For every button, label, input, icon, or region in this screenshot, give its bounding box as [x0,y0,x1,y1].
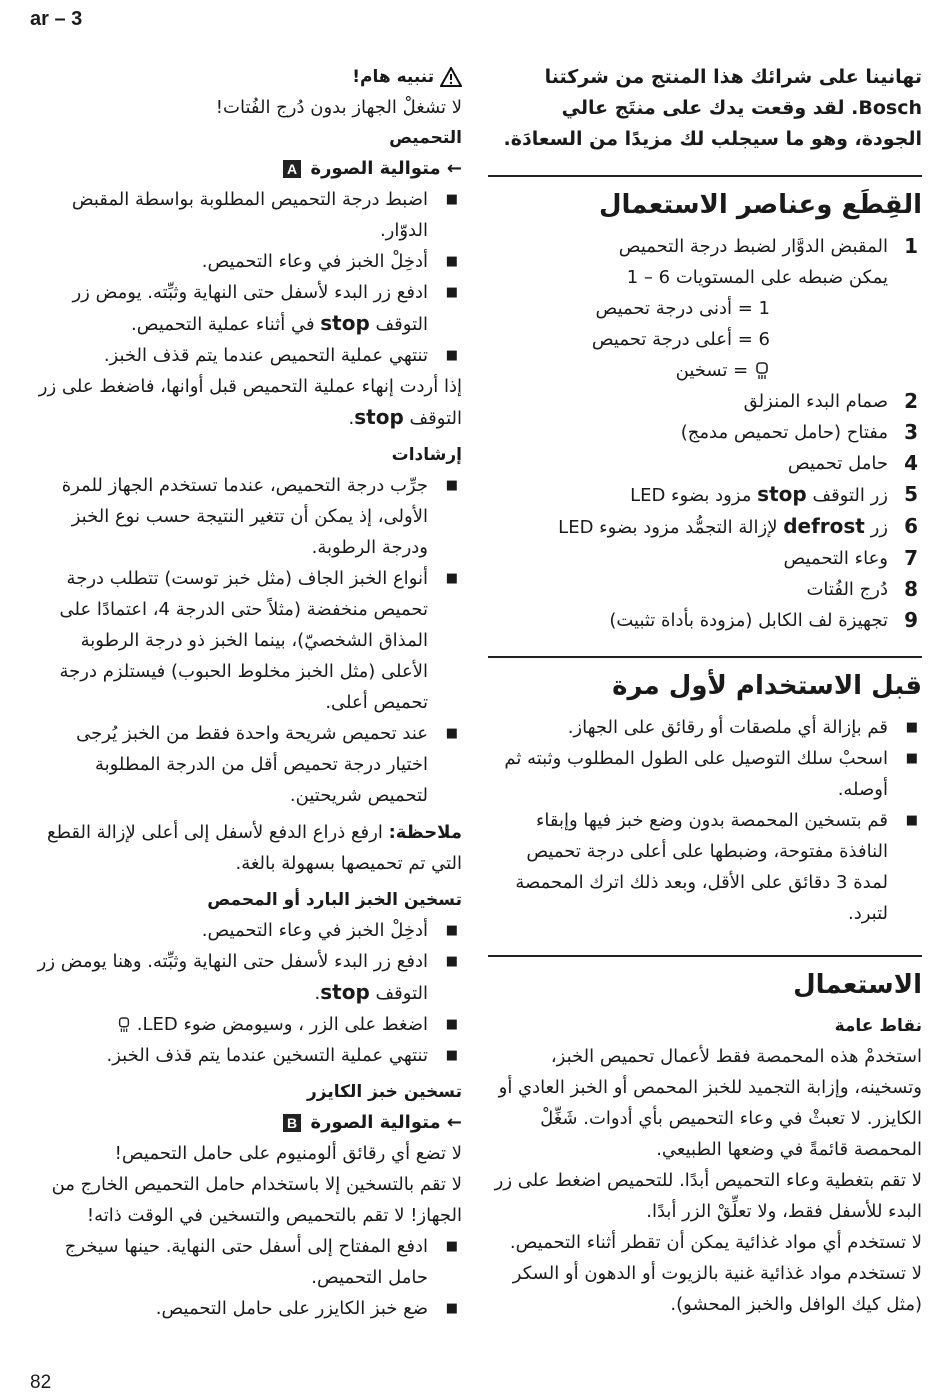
part-text: مفتاح (حامل تحميص مدمج) [680,422,888,443]
part-number: 9 [904,608,918,632]
bullet-text: اضغط على الزر ، وسيومض ضوء LED. [136,1014,428,1035]
note-label: ملاحظة: [388,822,462,843]
first-use-bullet: ■ قم بإزالة أي ملصقات أو رقائق على الجهاز. [488,712,922,743]
reheat-heading: تسخين الخبز البارد أو المحمص [207,890,462,910]
part-text: دُرج الفُتات [806,579,888,600]
reheat-bullet: ■ تنتهي عملية التسخين عندما يتم قذف الخبز. [32,1040,462,1071]
toasting-bullet: ■ أدخِلْ الخبز في وعاء التحميص. [32,246,462,277]
note-text-post: . [348,408,355,429]
bullet-text-pre: ادفع زر البدء لأسفل حتى النهاية وثبِّته. وهنا يومض زر التوقف [37,951,428,1004]
left-column [32,62,462,1324]
part-item-3 [488,417,922,448]
first-use-heading: قبل الاستخدام لأول مرة [612,671,922,701]
part-item-9 [488,605,922,636]
intro-paragraph: تهانينا على شرائك هذا المنتج من شركتنا Bosch. لقد وقعت يدك على منتَج عالي الجودة، وهو ما سيجلب لك مزيدًا من السعادَة. [503,66,922,150]
part-item-1 [488,231,922,386]
part-text-pre: زر التوقف [812,485,888,506]
warning-heading [32,62,462,92]
tips-bullet: ■ أنواع الخبز الجاف (مثل خبز توست) تتطلب درجة تحميص منخفضة (مثلاً حتى الدرجة 4، اعتمادًا على المذاق الشخصيّ)، بينما الخبز ذو درجة الرطوبة الأعلى (مثل الخبز مخلوط الحبوب) فيستلزم درجة تحميص أعلى. [32,563,462,718]
figure-sequence-a [32,153,462,184]
toasting-bullet: ■ اضبط درجة التحميص المطلوبة بواسطة المقبض الدوّار. [32,184,462,246]
level-min: 1 = أدنى درجة تحميص [595,298,770,319]
usage-paragraph: استخدمْ هذه المحمصة فقط لأعمال تحميص الخبز، وتسخينه، وإزابة التجميد للخبز المحمص أو الخبز العادي أو الكايزر. لا تعبثْ في وعاء التحميص بأي أدوات. شَغِّلْ المحمصة قائمةً في وضعها الطبيعي. [498,1046,922,1160]
defrost-key-label: defrost [783,514,865,538]
warning-text: لا تشغلْ الجهاز بدون دُرج الفُتات! [215,97,462,118]
figure-sequence-b [32,1107,462,1138]
kaiser-bullet: ■ ضع خبز الكايزر على حامل التحميص. [32,1293,462,1324]
section-divider [488,175,922,177]
warning-triangle-icon [440,67,462,87]
bullet-text-pre: ادفع زر البدء لأسفل حتى النهاية وثبِّته. يومض زر التوقف [72,282,428,335]
part-text: تجهيزة لف الكابل (مزودة بأداة تثبيت) [609,610,888,631]
note-text: ارفع ذراع الدفع لأسفل إلى أعلى لإزالة القطع التي تم تحميصها بسهولة بالغة. [47,822,462,874]
arrow-left-icon: ← [446,158,462,179]
section-divider [488,656,922,658]
part-number: 1 [904,234,918,258]
toasting-heading: التحميص [389,128,462,148]
sequence-label: متوالية الصورة [310,158,441,179]
stop-key-label: stop [757,482,807,506]
level-heat [488,355,888,386]
page-header: ar – 3 [30,8,83,30]
part-text: وعاء التحميص [783,548,888,569]
toasting-note [32,371,462,434]
toasting-bullet: ■ تنتهي عملية التحميص عندما يتم قذف الخبز. [32,340,462,371]
part-item-6 [488,511,922,543]
part-item-5 [488,479,922,511]
part-number: 7 [904,546,918,570]
part-text-post: لإزالة التجمُّد مزود بضوء LED [558,517,778,538]
tips-bullet: ■ عند تحميص شريحة واحدة فقط من الخبز يُرجى اختيار درجة تحميص أقل من الدرجة المطلوبة لتحميص شريحتين. [32,718,462,811]
warning-title: تنبيه هام! [352,67,435,87]
toast-heat-icon [754,361,770,381]
kaiser-heading: تسخين خبز الكايزر [306,1082,462,1102]
usage-paragraph: لا تستخدم أي مواد غذائية يمكن أن تقطر أثناء التحميص. [509,1232,922,1253]
part-item-7 [488,543,922,574]
tips-bullet: ■ جرِّب درجة التحميص، عندما تستخدم الجهاز للمرة الأولى، إذ يمكن أن تتغير النتيجة حسب نوع الخبز ودرجة الرطوبة. [32,470,462,563]
kaiser-warning: لا تضع أي رقائق ألومنيوم على حامل التحميص! [114,1143,462,1164]
part-number: 3 [904,420,918,444]
part-number: 2 [904,389,918,413]
part-number: 6 [904,514,918,538]
part-extra: يمكن ضبطه على المستويات 6 – 1 [626,267,888,288]
part-text [488,479,888,511]
section-divider [488,955,922,957]
note-text-pre: إذا أردت إنهاء عملية التحميص قبل أوانها، فاضغط على زر التوقف [38,376,462,429]
usage-subheading: نقاط عامة [834,1016,922,1036]
parts-heading: القِطَع وعناصر الاستعمال [598,190,922,220]
part-item-2 [488,386,922,417]
kaiser-bullet: ■ ادفع المفتاح إلى أسفل حتى النهاية. حينها سيخرج حامل التحميص. [32,1231,462,1293]
stop-key-label: stop [320,980,370,1004]
part-text: المقبض الدوَّار لضبط درجة التحميص [618,236,888,257]
toast-heat-icon [117,1016,131,1034]
reheat-bullet [32,946,462,1009]
bullet-text-post: . [314,983,321,1004]
stop-key-label: stop [354,405,404,429]
stop-key-label: stop [320,311,370,335]
first-use-bullet: ■ قم بتسخين المحمصة بدون وضع خبز فيها وإبقاء النافذة مفتوحة، وضبطها على أعلى درجة تحميص لمدة 3 دقائق على الأقل، وبعد ذلك اترك المحمصة لتبرد. [488,805,922,929]
page-number: 82 [30,1372,52,1393]
arrow-left-icon: ← [446,1112,462,1133]
part-item-4 [488,448,922,479]
reheat-bullet [32,1009,462,1040]
reheat-bullet: ■ أدخِلْ الخبز في وعاء التحميص. [32,915,462,946]
figure-badge: B [283,1114,301,1132]
part-text-pre: زر [870,517,888,538]
part-item-8 [488,574,922,605]
usage-paragraph: لا تستخدم مواد غذائية غنية بالزيوت أو الدهون أو السكر (مثل كيك الوافل والخبز المحشو). [512,1263,922,1315]
part-number: 8 [904,577,918,601]
figure-badge: A [283,160,301,178]
part-text: صمام البدء المنزلق [743,391,888,412]
toasting-bullet [32,277,462,340]
bullet-text-post: في أثناء عملية التحميص. [131,314,315,335]
usage-paragraph: لا تقم بتغطية وعاء التحميص أبدًا. للتحميص اضغط على زر البدء للأسفل فقط، ولا تعلِّقْ الزر أبدًا. [494,1170,922,1222]
tips-heading: إرشادات [391,445,462,465]
usage-heading: الاستعمال [793,970,922,1000]
tips-note [32,817,462,879]
part-text [488,511,888,543]
right-column [488,62,922,1320]
part-number: 4 [904,451,918,475]
level-max: 6 = أعلى درجة تحميص [591,329,770,350]
kaiser-warning: لا تقم بالتسخين إلا باستخدام حامل التحميص الخارج من الجهاز! لا تقم بالتحميص والتسخين في الوقت ذاته! [51,1174,462,1226]
first-use-bullet: ■ اسحبْ سلك التوصيل على الطول المطلوب وثبته ثم أوصله. [488,743,922,805]
part-text-post: مزود بضوء LED [630,485,752,506]
sequence-label: متوالية الصورة [310,1112,441,1133]
level-heat-text: = تسخين [675,360,749,381]
part-text: حامل تحميص [787,453,888,474]
part-number: 5 [904,482,918,506]
